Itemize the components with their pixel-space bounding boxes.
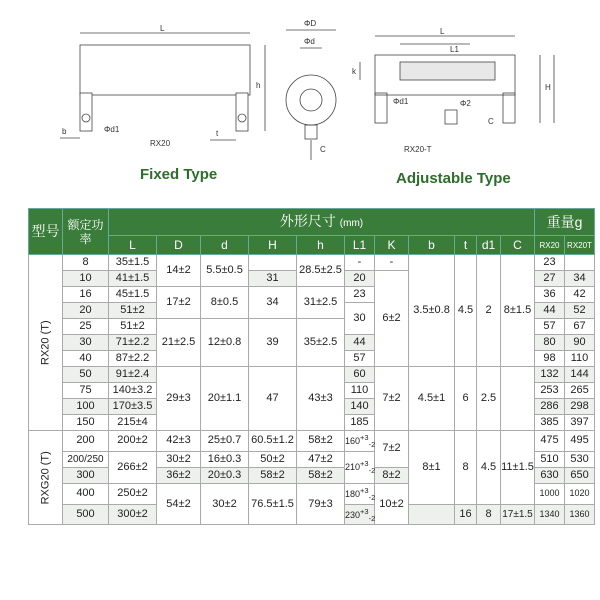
header-dims: 外形尺寸 (mm) [109, 209, 535, 236]
dim-d-label: Φd [304, 37, 315, 46]
L-cell: 35±1.5 [109, 255, 157, 271]
weight-rx20-cell: 23 [535, 255, 565, 271]
h-cell: 79±3 [297, 483, 345, 525]
weight-rx20-cell: 286 [535, 399, 565, 415]
header-model: 型号 [29, 209, 63, 255]
d-cell: 20±1.1 [201, 367, 249, 431]
H-cell [249, 255, 297, 271]
table-row [29, 431, 595, 452]
table-row [29, 255, 595, 271]
D-cell: 29±3 [157, 367, 201, 431]
power-cell: 300 [63, 467, 109, 483]
spec-table [28, 208, 595, 525]
L1-cell: $180^{+3}_{-2}$ [345, 483, 375, 504]
weight-rx20t-cell: 530 [565, 451, 595, 467]
power-cell: 75 [63, 383, 109, 399]
L1-cell: 60 [345, 367, 375, 383]
dim-h-label: h [256, 81, 261, 90]
d1-cell: 8 [477, 504, 501, 525]
weight-rx20t-cell [565, 255, 595, 271]
K-cell: 8±2 [375, 467, 409, 483]
L-cell: 200±2 [109, 431, 157, 452]
power-cell: 8 [63, 255, 109, 271]
h-cell: 58±2 [297, 467, 345, 483]
weight-rx20t-cell: 90 [565, 335, 595, 351]
power-cell: 30 [63, 335, 109, 351]
d1-cell: 2.5 [477, 367, 501, 431]
weight-rx20-cell: 44 [535, 303, 565, 319]
L-cell: 71±2.2 [109, 335, 157, 351]
t-cell: 4.5 [455, 255, 477, 367]
b-cell: 3.5±0.8 [409, 255, 455, 367]
t-cell: 16 [455, 504, 477, 525]
col-D: D [157, 236, 201, 255]
adjustable-type-caption: Adjustable Type [396, 170, 511, 187]
power-cell: 40 [63, 351, 109, 367]
weight-rx20-cell: 475 [535, 431, 565, 452]
H-cell: 31 [249, 271, 297, 287]
power-cell: 25 [63, 319, 109, 335]
L1-cell: 185 [345, 415, 375, 431]
D-cell: 17±2 [157, 287, 201, 319]
dim-b-label: b [62, 127, 67, 136]
dim-L-label: L [160, 24, 165, 33]
col-h: h [297, 236, 345, 255]
L-cell: 51±2 [109, 303, 157, 319]
t-cell: 6 [455, 367, 477, 431]
D-cell: 54±2 [157, 483, 201, 525]
L1-cell: 110 [345, 383, 375, 399]
dim-C-adj-label: C [488, 117, 494, 126]
K-cell: - [375, 255, 409, 271]
d-cell: 30±2 [201, 483, 249, 525]
K-cell: 6±2 [375, 271, 409, 367]
col-d: d [201, 236, 249, 255]
fixed-model-label: RX20 [150, 139, 171, 148]
weight-rx20t-cell: 397 [565, 415, 595, 431]
fixed-type-drawing [60, 33, 265, 140]
L1-cell: $160^{+3}_{-2}$ [345, 431, 375, 452]
L1-cell: 30 [345, 303, 375, 335]
L-cell: 300±2 [109, 504, 157, 525]
weight-rx20t-cell: 1360 [565, 504, 595, 525]
weight-rx20-cell: 98 [535, 351, 565, 367]
L-cell: 41±1.5 [109, 271, 157, 287]
dim-t-label: t [216, 129, 219, 138]
weight-rx20t-cell: 298 [565, 399, 595, 415]
d-cell: 8±0.5 [201, 287, 249, 319]
header-weight: 重量g [535, 209, 595, 236]
group-rxg20: RXG20 (T) [29, 431, 63, 525]
L-cell: 140±3.2 [109, 383, 157, 399]
dim-d1-adj-label: Φd1 [393, 97, 409, 106]
h-cell: 43±3 [297, 367, 345, 431]
h-cell: 28.5±2.5 [297, 255, 345, 287]
fixed-type-caption: Fixed Type [140, 166, 218, 183]
header-power: 额定功率 [63, 209, 109, 255]
power-cell: 16 [63, 287, 109, 303]
dim-L1-label: L1 [450, 45, 459, 54]
H-cell: 50±2 [249, 451, 297, 467]
K-cell: 10±2 [375, 483, 409, 525]
L-cell: 91±2.4 [109, 367, 157, 383]
weight-rx20t-cell: 52 [565, 303, 595, 319]
L1-cell: 44 [345, 335, 375, 351]
col-K: K [375, 236, 409, 255]
power-cell: 50 [63, 367, 109, 383]
L1-cell: 140 [345, 399, 375, 415]
weight-rx20t-cell: 67 [565, 319, 595, 335]
L-cell: 266±2 [109, 451, 157, 483]
K-cell: 7±2 [375, 431, 409, 468]
col-H: H [249, 236, 297, 255]
d1-cell: 2 [477, 255, 501, 367]
b-cell: 8±1 [409, 431, 455, 505]
dim-d2-adj-label: Φ2 [460, 99, 471, 108]
H-cell: 34 [249, 287, 297, 319]
power-cell: 500 [63, 504, 109, 525]
C-cell: 8±1.5 [501, 255, 535, 367]
L-cell: 87±2.2 [109, 351, 157, 367]
h-cell: 31±2.5 [297, 287, 345, 319]
weight-rx20t-cell: 1020 [565, 483, 595, 504]
L1-cell: 57 [345, 351, 375, 367]
table-row [29, 367, 595, 383]
dim-D-label: ΦD [304, 19, 317, 28]
dim-H-label: H [545, 83, 551, 92]
L-cell: 170±3.5 [109, 399, 157, 415]
weight-rx20-cell: 1340 [535, 504, 565, 525]
L-cell: 250±2 [109, 483, 157, 504]
D-cell: 42±3 [157, 431, 201, 452]
adjustable-model-label: RX20-T [404, 145, 432, 154]
weight-rx20t-cell: 265 [565, 383, 595, 399]
group-rx20: RX20 (T) [29, 255, 63, 431]
D-cell: 14±2 [157, 255, 201, 287]
weight-rx20-cell: 36 [535, 287, 565, 303]
H-cell: 47 [249, 367, 297, 431]
h-cell: 58±2 [297, 431, 345, 452]
weight-rx20t-cell: 34 [565, 271, 595, 287]
power-cell: 200 [63, 431, 109, 452]
d-cell: 16±0.3 [201, 451, 249, 467]
col-w-rx20: RX20 [535, 236, 565, 255]
C-cell: 11±1.5 [501, 431, 535, 505]
weight-rx20-cell: 630 [535, 467, 565, 483]
C-cell: 17±1.5 [501, 504, 535, 525]
d1-cell: 4.5 [477, 431, 501, 505]
end-view-drawing [286, 30, 336, 160]
d-cell: 20±0.3 [201, 467, 249, 483]
t-cell: 8 [455, 431, 477, 505]
d-cell: 25±0.7 [201, 431, 249, 452]
col-C: C [501, 236, 535, 255]
d-cell: 5.5±0.5 [201, 255, 249, 287]
L-cell: 215±4 [109, 415, 157, 431]
H-cell: 60.5±1.2 [249, 431, 297, 452]
weight-rx20-cell: 27 [535, 271, 565, 287]
power-cell: 150 [63, 415, 109, 431]
col-w-rx20t: RX20T [565, 236, 595, 255]
C-cell [501, 367, 535, 431]
power-cell: 400 [63, 483, 109, 504]
D-cell: 30±2 [157, 451, 201, 467]
L1-cell: $210^{+3}_{-2}$ [345, 451, 375, 483]
H-cell: 39 [249, 319, 297, 367]
power-cell: 20 [63, 303, 109, 319]
L-cell: 51±2 [109, 319, 157, 335]
K-cell: 7±2 [375, 367, 409, 431]
weight-rx20t-cell: 144 [565, 367, 595, 383]
L1-cell: - [345, 255, 375, 271]
L1-cell: 23 [345, 287, 375, 303]
weight-rx20t-cell: 110 [565, 351, 595, 367]
weight-rx20t-cell: 650 [565, 467, 595, 483]
h-cell: 35±2.5 [297, 319, 345, 367]
col-L1: L1 [345, 236, 375, 255]
D-cell: 21±2.5 [157, 319, 201, 367]
b-cell [409, 504, 455, 525]
dim-d1-label: Φd1 [104, 125, 120, 134]
L1-cell: $230^{+3}_{-2}$ [345, 504, 375, 525]
L-cell: 45±1.5 [109, 287, 157, 303]
col-d1: d1 [477, 236, 501, 255]
power-cell: 200/250 [63, 451, 109, 467]
H-cell: 76.5±1.5 [249, 483, 297, 525]
weight-rx20-cell: 57 [535, 319, 565, 335]
D-cell: 36±2 [157, 467, 201, 483]
weight-rx20-cell: 385 [535, 415, 565, 431]
weight-rx20-cell: 510 [535, 451, 565, 467]
power-cell: 10 [63, 271, 109, 287]
power-cell: 100 [63, 399, 109, 415]
weight-rx20t-cell: 495 [565, 431, 595, 452]
col-b: b [409, 236, 455, 255]
b-cell: 4.5±1 [409, 367, 455, 431]
weight-rx20-cell: 253 [535, 383, 565, 399]
h-cell: 47±2 [297, 451, 345, 467]
dim-k-label: k [352, 67, 356, 76]
weight-rx20t-cell: 42 [565, 287, 595, 303]
weight-rx20-cell: 132 [535, 367, 565, 383]
col-L: L [109, 236, 157, 255]
weight-rx20-cell: 80 [535, 335, 565, 351]
dim-L-adj-label: L [440, 27, 445, 36]
col-t: t [455, 236, 477, 255]
weight-rx20-cell: 1000 [535, 483, 565, 504]
L1-cell: 20 [345, 271, 375, 287]
d-cell: 12±0.8 [201, 319, 249, 367]
dim-C-label: C [320, 145, 326, 154]
H-cell: 58±2 [249, 467, 297, 483]
